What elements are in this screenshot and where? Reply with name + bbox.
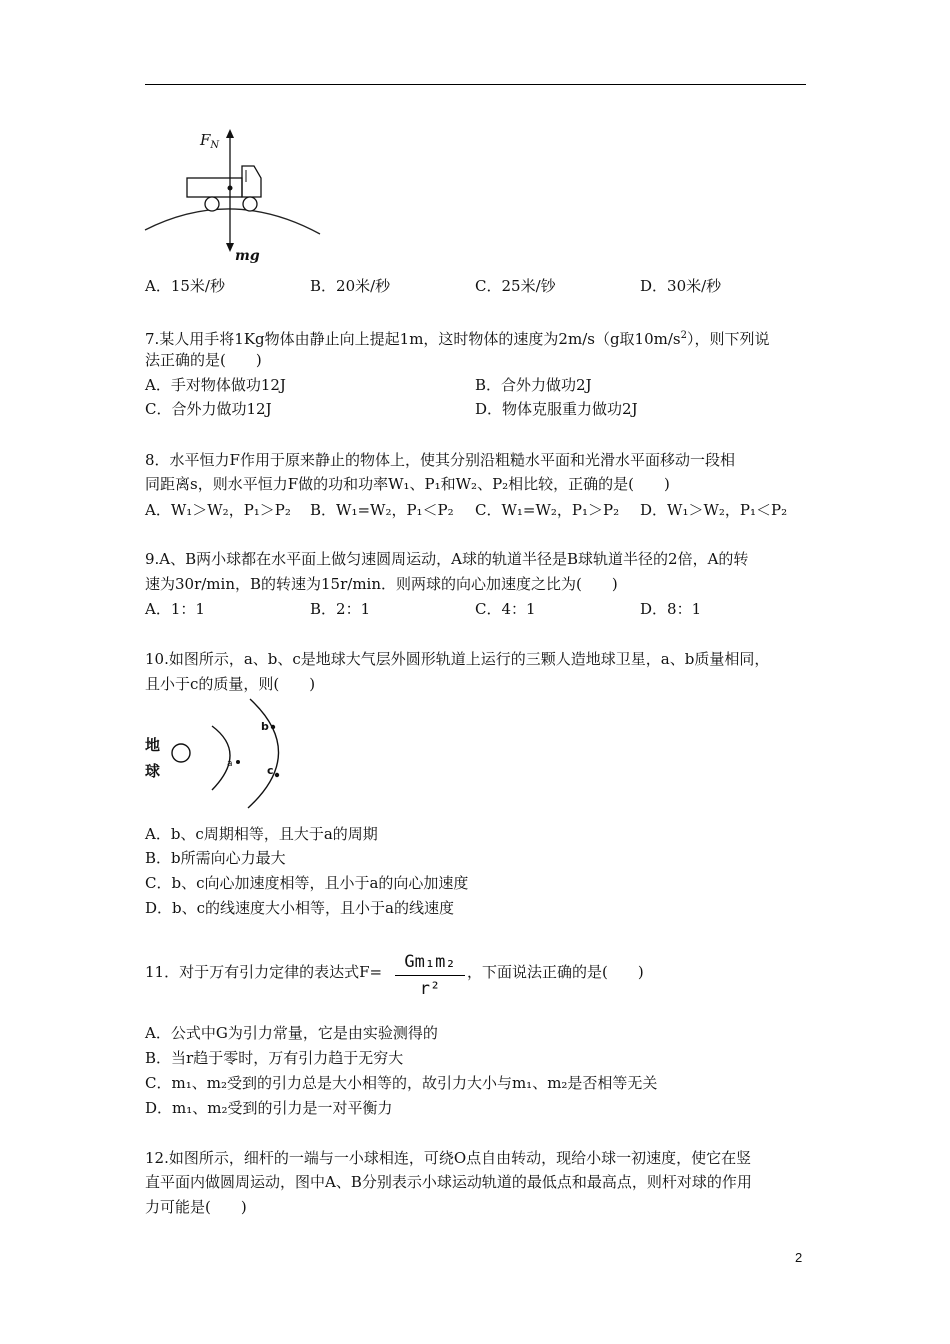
- truck-cab: [242, 166, 261, 197]
- q7-option-d: D．物体克服重力做功2J: [475, 400, 638, 418]
- q11-option-a: A．公式中G为引力常量，它是由实验测得的: [145, 1024, 438, 1042]
- fn-label: F: [200, 131, 211, 149]
- earth-label-2: 球: [145, 762, 161, 780]
- q7-option-b: B．合外力做功2J: [475, 376, 592, 394]
- q6-option-a: A．15米/秒: [145, 277, 225, 295]
- q8-stem-line1: 8．水平恒力F作用于原来静止的物体上，使其分别沿粗糙水平面和光滑水平面移动一段相: [145, 451, 735, 469]
- q9-stem-line2: 速为30r/min，B的转速为15r/min．则两球的向心加速度之比为( ): [145, 575, 618, 593]
- q9-option-b: B．2：1: [310, 600, 371, 618]
- truck-wheel-rear: [205, 197, 219, 211]
- q8-option-c: C．W₁=W₂，P₁＞P₂: [475, 501, 620, 519]
- q10-option-b: B．b所需向心力最大: [145, 849, 286, 867]
- q6-option-d: D．30米/秒: [640, 277, 722, 295]
- q9-option-a: A．1：1: [145, 600, 205, 618]
- satellite-a-label: a: [227, 759, 233, 769]
- q8-option-d: D．W₁＞W₂，P₁＜P₂: [640, 501, 788, 519]
- q12-stem-line2: 直平面内做圆周运动，图中A、B分别表示小球运动轨道的最低点和最高点，则杆对球的作用: [145, 1173, 752, 1191]
- orbit-bc: [248, 699, 279, 808]
- q10-option-d: D．b、c的线速度大小相等，且小于a的线速度: [145, 899, 454, 917]
- q7-stem-line1: 7.某人用手将1Kg物体由静止向上提起1m，这时物体的速度为2m/s（g取$10m/s^2$），则下列说: [145, 330, 770, 348]
- mg-label: mg: [235, 248, 260, 264]
- q9-stem-line1: 9.A、B两小球都在水平面上做匀速圆周运动，A球的轨道半径是B球轨道半径的2倍，A的转: [145, 550, 749, 568]
- satellite-c-dot: [275, 773, 279, 777]
- q11-stem-tail: ，下面说法正确的是( ): [467, 963, 644, 981]
- mg-arrowhead: [226, 243, 234, 252]
- fn-subscript: N: [210, 140, 220, 151]
- q9-option-d: D．8：1: [640, 600, 702, 618]
- satellite-a-dot: [236, 760, 240, 764]
- earth-label-1: 地: [145, 736, 161, 754]
- q11-stem-lead: 11．对于万有引力定律的表达式F=: [145, 963, 383, 981]
- fraction-bar: [395, 975, 465, 976]
- q7-option-c: C．合外力做功12J: [145, 400, 272, 418]
- satellite-b-dot: [271, 725, 275, 729]
- gravitation-formula: [395, 951, 465, 1000]
- q11-option-b: B．当r趋于零时，万有引力趋于无穷大: [145, 1049, 404, 1067]
- q12-stem-line3: 力可能是( ): [145, 1198, 247, 1216]
- q7-option-a: A．手对物体做功12J: [145, 376, 286, 394]
- header-rule: [145, 84, 806, 85]
- satellite-c-label: c: [267, 764, 274, 777]
- satellite-b-label: b: [261, 720, 269, 733]
- q8-stem-line2: 同距离s，则水平恒力F做的功和功率W₁、P₁和W₂、P₂相比较，正确的是( ): [145, 475, 670, 493]
- q9-option-c: C．4：1: [475, 600, 536, 618]
- q6-option-b: B．20米/秒: [310, 277, 391, 295]
- q7-stem-line2: 法正确的是( ): [145, 351, 262, 369]
- q10-option-c: C．b、c向心加速度相等，且小于a的向心加速度: [145, 874, 469, 892]
- q8-option-a: A．W₁＞W₂，P₁＞P₂: [145, 501, 291, 519]
- formula-denominator: r²: [419, 979, 441, 999]
- truck-on-hill-figure: [140, 126, 325, 266]
- q10-option-a: A．b、c周期相等，且大于a的周期: [145, 825, 378, 843]
- formula-numerator: Gm₁m₂: [404, 952, 456, 972]
- orbit-a: [212, 726, 230, 790]
- satellite-orbits-figure: [140, 696, 300, 821]
- earth-circle: [172, 744, 190, 762]
- svg-text:FN: [199, 131, 220, 151]
- center-of-mass-dot: [228, 186, 233, 191]
- q8-option-b: B．W₁=W₂，P₁＜P₂: [310, 501, 454, 519]
- truck-wheel-front: [243, 197, 257, 211]
- q10-stem-line2: 且小于c的质量，则( ): [145, 675, 316, 693]
- q6-option-c: C．25米/钞: [475, 277, 556, 295]
- fn-arrowhead: [226, 129, 234, 138]
- q11-option-c: C．m₁、m₂受到的引力总是大小相等的，故引力大小与m₁、m₂是否相等无关: [145, 1074, 658, 1092]
- hill-arc: [145, 209, 320, 234]
- truck-cargo-box: [187, 178, 242, 197]
- page-number: 2: [795, 1250, 803, 1265]
- q10-stem-line1: 10.如图所示，a、b、c是地球大气层外圆形轨道上运行的三颗人造地球卫星，a、b质量相同，: [145, 650, 770, 668]
- q11-option-d: D．m₁、m₂受到的引力是一对平衡力: [145, 1099, 393, 1117]
- q12-stem-line1: 12.如图所示，细杆的一端与一小球相连，可绕O点自由转动，现给小球一初速度，使它在竖: [145, 1149, 752, 1167]
